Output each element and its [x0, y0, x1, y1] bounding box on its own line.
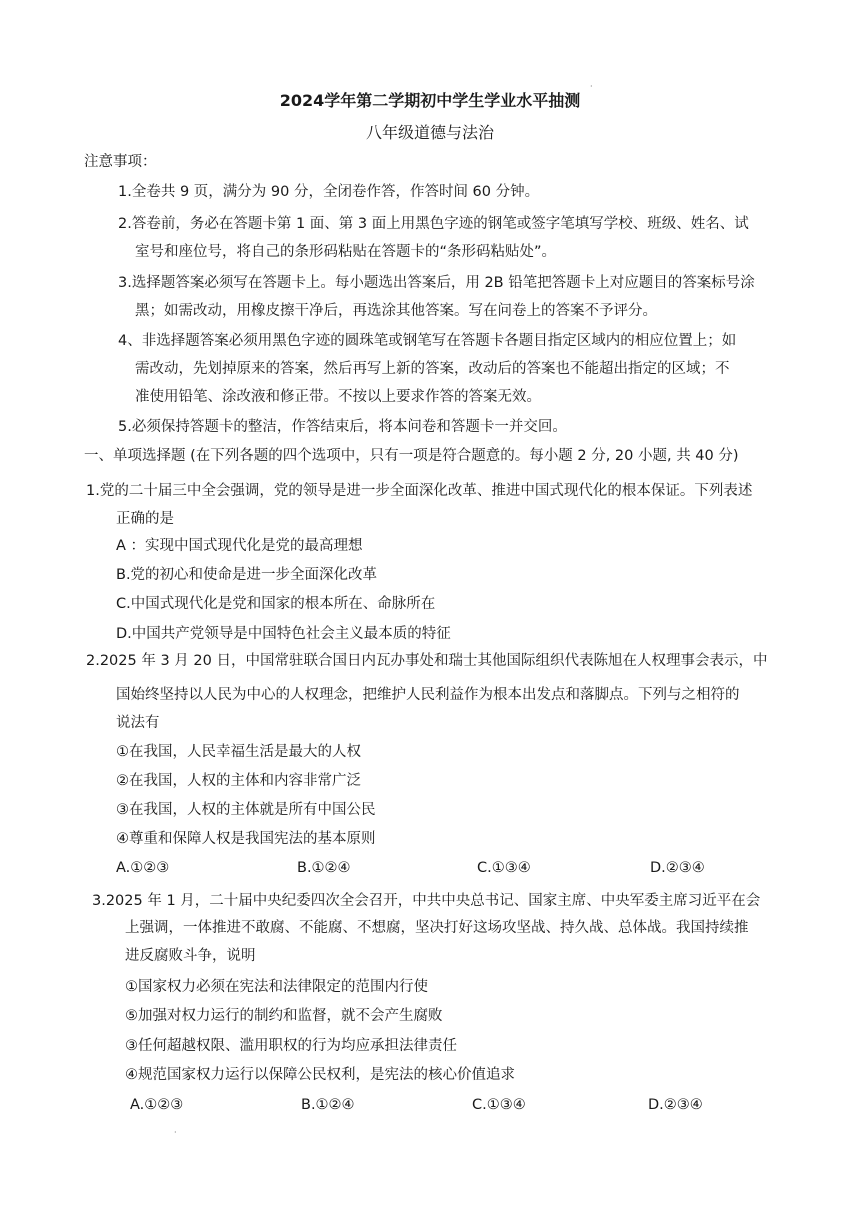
notice-line: 5.必须保持答题卡的整洁，作答结束后，将本问卷和答题卡一并交回。: [118, 419, 567, 435]
question-3-statement: ⑤加强对权力运行的制约和监督，就不会产生腐败: [125, 1008, 443, 1024]
question-1-option-c: C.中国式现代化是党和国家的根本所在、命脉所在: [116, 596, 436, 612]
question-3-stem: 进反腐败斗争，说明: [125, 948, 256, 964]
notice-line: 2.答卷前，务必在答题卡第 1 面、第 3 面上用黑色字迹的钢笔或签字笔填写学校、班级、姓名、试: [118, 216, 749, 232]
question-2-statement: ①在我国，人民幸福生活是最大的人权: [116, 744, 361, 760]
question-3-stem: 上强调，一体推进不敢腐、不能腐、不想腐，坚决打好这场攻坚战、持久战、总体战。我国持续推: [125, 920, 749, 936]
question-1-stem: 1.党的二十届三中全会强调，党的领导是进一步全面深化改革、推进中国式现代化的根本保证。下列表述: [86, 483, 753, 499]
notice-line: 室号和座位号，将自己的条形码粘贴在答题卡的“条形码粘贴处”。: [135, 244, 557, 260]
notice-line: 准使用铅笔、涂改液和修正带。不按以上要求作答的答案无效。: [135, 389, 541, 405]
question-2-choice-b: B.①②④: [297, 860, 351, 876]
question-1-stem: 正确的是: [116, 511, 174, 527]
question-2-stem: 国始终坚持以人民为中心的人权理念，把维护人民利益作为根本出发点和落脚点。下列与之相符的: [116, 687, 740, 703]
question-3-choice-b: B.①②④: [301, 1097, 355, 1113]
scan-speck: ·: [174, 1128, 177, 1137]
question-3-statement: ④规范国家权力运行以保障公民权利，是宪法的核心价值追求: [125, 1067, 515, 1083]
notice-line: 黑；如需改动，用橡皮擦干净后，再选涂其他答案。写在问卷上的答案不予评分。: [135, 303, 657, 319]
question-2-stem: 说法有: [116, 715, 160, 731]
question-3-stem: 3.2025 年 1 月，二十届中央纪委四次全会召开，中共中央总书记、国家主席、中央军委主席习近平在会: [92, 893, 761, 909]
question-2-stem: 2.2025 年 3 月 20 日，中国常驻联合国日内瓦办事处和瑞士其他国际组织代表陈旭在人权理事会表示，中: [86, 653, 768, 669]
question-2-statement: ③在我国，人权的主体就是所有中国公民: [116, 802, 376, 818]
question-2-choice-a: A.①②③: [116, 860, 170, 876]
notice-heading: 注意事项：: [84, 154, 157, 170]
question-3-choice-d: D.②③④: [648, 1097, 703, 1113]
question-3-choice-a: A.①②③: [130, 1097, 184, 1113]
exam-title: 2024学年第二学期初中学生学业水平抽测: [279, 91, 581, 110]
notice-line: 需改动，先划掉原来的答案，然后再写上新的答案，改动后的答案也不能超出指定的区域；不: [135, 361, 730, 377]
question-3-choice-c: C.①③④: [472, 1097, 526, 1113]
question-3-statement: ③任何超越权限、滥用职权的行为均应承担法律责任: [125, 1038, 457, 1054]
section-heading: 一、单项选择题 (在下列各题的四个选项中，只有一项是符合题意的。每小题 2 分, 20 小题, 共 40 分): [84, 448, 739, 464]
exam-subtitle: 八年级道德与法治: [365, 123, 494, 142]
question-2-choice-c: C.①③④: [477, 860, 531, 876]
question-2-statement: ②在我国，人权的主体和内容非常广泛: [116, 773, 361, 789]
question-1-option-a: A ：实现中国式现代化是党的最高理想: [116, 538, 363, 554]
notice-line: 3.选择题答案必须写在答题卡上。每小题选出答案后，用 2B 铅笔把答题卡上对应题目的答案标号涂: [118, 275, 755, 291]
notice-line: 4、非选择题答案必须用黑色字迹的圆珠笔或钢笔写在答题卡各题目指定区域内的相应位置上；如: [118, 333, 737, 349]
question-2-choice-d: D.②③④: [650, 860, 705, 876]
question-1-option-d: D.中国共产党领导是中国特色社会主义最本质的特征: [116, 626, 451, 642]
scan-speck: ·: [590, 82, 593, 91]
question-3-statement: ①国家权力必须在宪法和法律限定的范围内行使: [125, 979, 428, 995]
question-2-statement: ④尊重和保障人权是我国宪法的基本原则: [116, 831, 376, 847]
notice-line: 1.全卷共 9 页，满分为 90 分，全闭卷作答，作答时间 60 分钟。: [118, 184, 540, 200]
question-1-option-b: B.党的初心和使命是进一步全面深化改革: [116, 567, 378, 583]
